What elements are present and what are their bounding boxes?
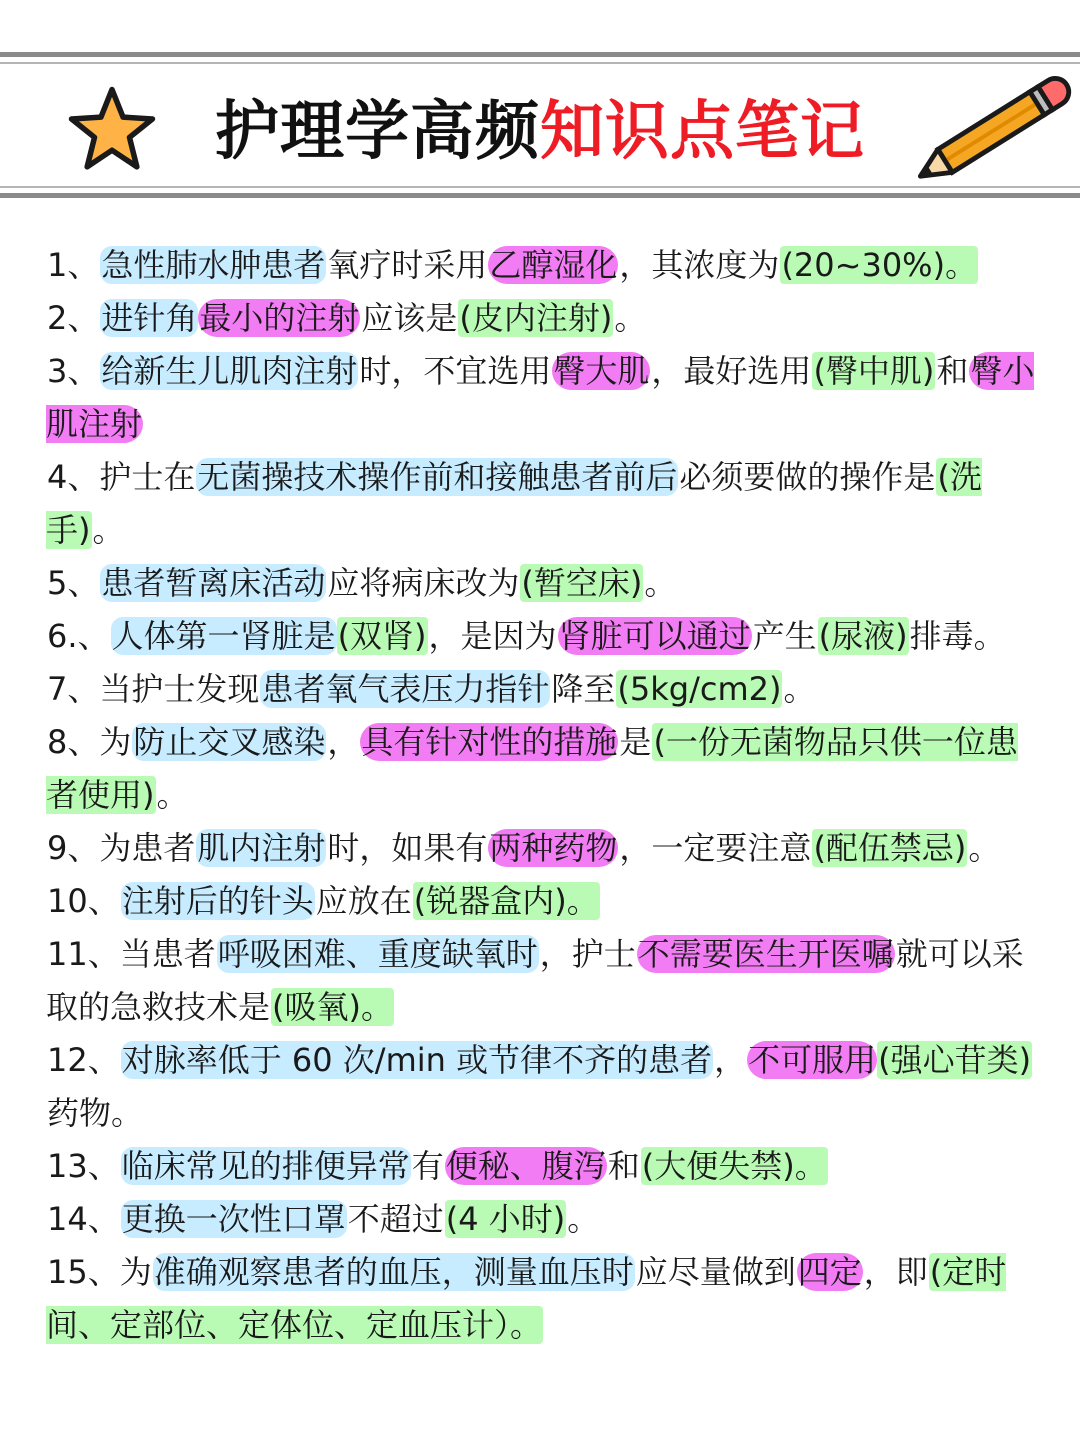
highlight-pink: 不可服用 (748, 1041, 877, 1079)
note-text: ，一定要注意 (619, 829, 812, 867)
note-text: 10、 (47, 882, 120, 920)
highlight-blue: 进针角 (101, 299, 198, 337)
notes-list (46, 239, 1046, 1352)
note-item (46, 1140, 1046, 1193)
highlight-pink: 两种药物 (489, 829, 618, 867)
note-text: 时，如果有 (327, 829, 488, 867)
highlight-blue: 对脉率低于 60 次/min 或节律不齐的患者 (121, 1041, 713, 1079)
note-text: ，护士 (539, 935, 636, 973)
note-text: 应放在 (315, 882, 412, 920)
note-text: 和 (607, 1147, 640, 1185)
highlight-blue: 注射后的针头 (121, 882, 314, 920)
highlight-green: (大便失禁)。 (641, 1147, 827, 1185)
highlight-green: (强心苷类) (878, 1041, 1032, 1079)
note-text: 排毒。 (909, 617, 1006, 655)
note-text: 是 (619, 723, 652, 761)
note-item (46, 451, 1046, 557)
highlight-green: (暂空床) (521, 564, 643, 602)
bottom-rule-thick (0, 193, 1080, 198)
note-text: 。 (783, 670, 816, 708)
note-item (46, 292, 1046, 345)
note-item (46, 822, 1046, 875)
highlight-green: (5kg/cm2) (617, 670, 782, 708)
highlight-pink: 肾脏可以通过 (558, 617, 751, 655)
highlight-pink: 最小的注射 (199, 299, 360, 337)
note-text: 6.、 (47, 617, 110, 655)
note-item (46, 557, 1046, 610)
note-text: 产生 (752, 617, 817, 655)
highlight-pink: 臀大肌 (553, 352, 650, 390)
note-text: 8、为 (47, 723, 132, 761)
note-text: 应将病床改为 (327, 564, 520, 602)
note-text: 。 (567, 1200, 600, 1238)
note-text: 降至 (551, 670, 616, 708)
highlight-green: (洗手) (46, 458, 982, 549)
note-text: ，是因为 (428, 617, 557, 655)
note-text: 7、当护士发现 (47, 670, 260, 708)
note-text: ， (327, 723, 360, 761)
note-text: 11、当患者 (47, 935, 216, 973)
note-text: 应尽量做到 (635, 1253, 796, 1291)
top-rule-thin (0, 62, 1080, 64)
note-text: 必须要做的操作是 (679, 458, 936, 496)
highlight-pink: 臀小肌注射 (46, 352, 1035, 443)
note-text: 5、 (47, 564, 100, 602)
note-item (46, 875, 1046, 928)
top-rule-thick (0, 52, 1080, 57)
highlight-blue: 人体第一肾脏是 (111, 617, 336, 655)
highlight-green: (一份无菌物品只供一位患者使用) (46, 723, 1018, 814)
highlight-green: (吸氧)。 (272, 988, 393, 1026)
highlight-blue: 更换一次性口罩 (121, 1200, 346, 1238)
note-text: 药物。 (47, 1094, 144, 1132)
note-item (46, 610, 1046, 663)
note-text: 13、 (47, 1147, 120, 1185)
highlight-green: (配伍禁忌) (813, 829, 967, 867)
highlight-blue: 患者暂离床活动 (101, 564, 326, 602)
highlight-blue: 给新生儿肌肉注射 (101, 352, 358, 390)
highlight-green: (臀中肌) (813, 352, 935, 390)
highlight-blue: 肌内注射 (197, 829, 326, 867)
note-text: ，最好选用 (651, 352, 812, 390)
note-item (46, 716, 1046, 822)
note-text: 氧疗时采用 (327, 246, 488, 284)
note-text: ，即 (863, 1253, 928, 1291)
pencil-icon (908, 66, 1080, 192)
note-text: ，其浓度为 (619, 246, 780, 284)
highlight-blue: 临床常见的排便异常 (121, 1147, 410, 1185)
note-item (46, 1034, 1046, 1140)
highlight-green: (20~30%)。 (781, 246, 978, 284)
note-text: 。 (614, 299, 647, 337)
highlight-green: (锐器盒内)。 (413, 882, 599, 920)
note-text: 。 (92, 511, 125, 549)
highlight-pink: 四定 (797, 1253, 862, 1291)
highlight-green: (尿液) (818, 617, 908, 655)
note-text: 就可以采取的急救技术是 (46, 935, 1024, 1026)
highlight-green: (4 小时) (445, 1200, 566, 1238)
note-text: 时，不宜选用 (359, 352, 552, 390)
highlight-blue: 准确观察患者的血压，测量血压时 (153, 1253, 634, 1291)
note-item (46, 663, 1046, 716)
note-text: 和 (936, 352, 969, 390)
note-text: 应该是 (361, 299, 458, 337)
note-item (46, 1246, 1046, 1352)
header (0, 0, 1080, 215)
highlight-green: (皮内注射) (459, 299, 613, 337)
note-text: 1、 (47, 246, 100, 284)
note-text: 12、 (47, 1041, 120, 1079)
note-item (46, 1193, 1046, 1246)
title-part-red: 知识点笔记 (540, 95, 865, 169)
note-item (46, 928, 1046, 1034)
note-text: 15、为 (47, 1253, 152, 1291)
title-part-dark: 护理学高频 (215, 95, 540, 169)
note-text: 。 (968, 829, 1001, 867)
note-item (46, 239, 1046, 292)
note-text: 2、 (47, 299, 100, 337)
note-text: 。 (156, 776, 189, 814)
note-text: ， (714, 1041, 747, 1079)
highlight-pink: 具有针对性的措施 (361, 723, 618, 761)
note-text: 14、 (47, 1200, 120, 1238)
highlight-blue: 急性肺水肿患者 (101, 246, 326, 284)
note-item (46, 345, 1046, 451)
note-text: 不超过 (347, 1200, 444, 1238)
highlight-green: (定时间、定部位、定体位、定血压计）。 (46, 1253, 1007, 1344)
note-text: 9、为患者 (47, 829, 196, 867)
highlight-pink: 不需要医生开医嘱 (637, 935, 894, 973)
highlight-pink: 乙醇湿化 (489, 246, 618, 284)
highlight-blue: 防止交叉感染 (133, 723, 326, 761)
highlight-blue: 呼吸困难、重度缺氧时 (217, 935, 538, 973)
note-text: 3、 (47, 352, 100, 390)
note-text: 4、护士在 (47, 458, 196, 496)
highlight-pink: 便秘、腹泻 (445, 1147, 606, 1185)
highlight-blue: 无菌操技术操作前和接触患者前后 (197, 458, 678, 496)
note-text: 。 (644, 564, 677, 602)
highlight-green: (双肾) (337, 617, 427, 655)
highlight-blue: 患者氧气表压力指针 (261, 670, 550, 708)
note-text: 有 (411, 1147, 444, 1185)
